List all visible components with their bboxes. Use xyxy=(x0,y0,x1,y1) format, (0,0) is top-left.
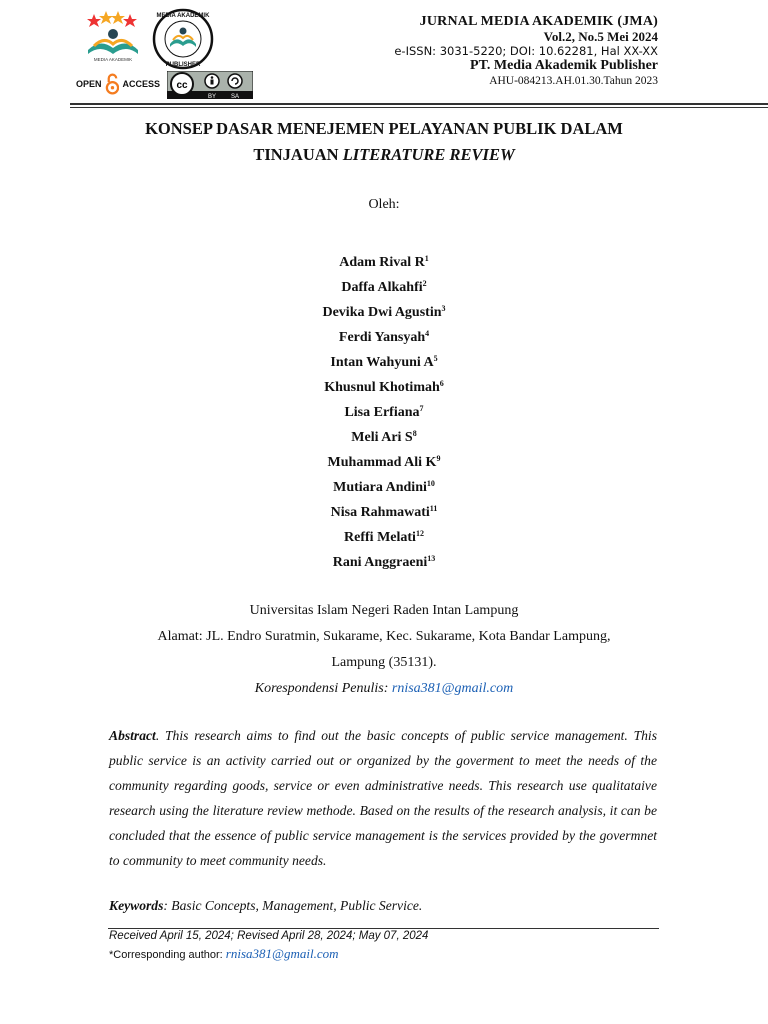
author-name: Muhammad Ali $K^9$ xyxy=(327,454,441,470)
keywords-text: : Basic Concepts, Management, Public Service. xyxy=(163,898,423,913)
header-rule xyxy=(70,103,768,105)
author-affiliation-mark: 1 xyxy=(424,254,429,263)
oleh-label: Oleh: xyxy=(368,197,400,212)
author-name: Khusnul Khotimah$^6$ xyxy=(324,379,444,395)
open-access-lock-icon xyxy=(105,73,120,95)
journal-publisher: PT. Media Akademik Publisher xyxy=(470,58,658,74)
author-name: Devika Dwi Agustin$^3$ xyxy=(322,304,446,320)
svg-text:PUBLISHER: PUBLISHER xyxy=(165,62,201,68)
author-name: Lisa Erfiana$^7$ xyxy=(344,404,424,420)
svg-text:MEDIA AKADEMIK: MEDIA AKADEMIK xyxy=(93,57,133,62)
paper-title xyxy=(0,116,768,168)
open-access-open-label: OPEN xyxy=(76,79,102,89)
author-name: Rani Anggraeni$^{13}$ xyxy=(332,554,436,570)
author-affiliation-mark: 9 xyxy=(436,454,441,463)
svg-text:cc: cc xyxy=(176,80,188,91)
corresponding-author-label: *Corresponding author: xyxy=(109,949,226,961)
author-affiliation-mark: 10 xyxy=(426,479,435,488)
address-line1: Alamat: JL. Endro Suratmin, Sukarame, Kec. Sukarame, Kota Bandar Lampung, xyxy=(157,629,611,644)
author-name: Mutiara Andini$^{10}$ xyxy=(333,479,435,495)
journal-volume: Vol.2, No.5 Mei 2024 xyxy=(543,29,658,45)
cc-license-icon xyxy=(167,71,253,99)
paper-title-line2: TINJAUAN LITERATURE REVIEW xyxy=(253,145,515,164)
author-name: Adam Rival $R^1$ xyxy=(339,254,429,270)
author-affiliation-mark: 2 xyxy=(422,279,427,288)
open-access-badge xyxy=(76,72,160,96)
author-name: Intan Wahyuni $A^5$ xyxy=(330,354,438,370)
author-name: Reffi Melati$^{12}$ xyxy=(344,529,424,545)
journal-name: JURNAL MEDIA AKADEMIK (JMA) xyxy=(419,14,658,29)
author-name: Ferdi Yansyah$^4$ xyxy=(338,329,430,345)
author-affiliation-mark: 6 xyxy=(439,379,444,388)
abstract-label: Abstract xyxy=(109,728,156,743)
author-list xyxy=(0,246,768,571)
author-name: Nisa Rahmawati$^{11}$ xyxy=(330,504,438,520)
author-affiliation-mark: 3 xyxy=(441,304,446,313)
author-name: Meli Ari $S^8$ xyxy=(351,429,417,445)
author-affiliation-mark: 7 xyxy=(419,404,424,413)
svg-text:SA: SA xyxy=(230,94,240,99)
author-name: Daffa Alkahfi$^2$ xyxy=(341,279,427,295)
affiliation xyxy=(0,598,768,702)
svg-text:BY: BY xyxy=(207,94,217,99)
journal-ahu: AHU-084213.AH.01.30.Tahun 2023 xyxy=(489,75,658,88)
keywords-label: Keywords xyxy=(109,898,164,913)
corresponding-author xyxy=(109,946,339,962)
author-affiliation-mark: 4 xyxy=(425,329,430,338)
received-dates: Received April 15, 2024; Revised April 28, 2024; May 07, 2024 xyxy=(109,930,429,942)
open-access-access-label: ACCESS xyxy=(122,79,160,89)
author-affiliation-mark: 12 xyxy=(415,529,424,538)
correspondence-email-link[interactable]: rnisa381@gmail.com xyxy=(391,681,514,696)
author-affiliation-mark: 11 xyxy=(429,504,438,513)
corresponding-author-email-link[interactable]: rnisa381@gmail.com xyxy=(225,946,339,961)
keywords xyxy=(109,898,422,914)
university-name: Universitas Islam Negeri Raden Intan Lampung xyxy=(249,603,519,618)
journal-issn-doi: e-ISSN: 3031-5220; DOI: 10.62281, Hal XX-XX xyxy=(394,44,658,59)
header-rule-thin xyxy=(70,107,768,108)
correspondence-label: Korespondensi Penulis: xyxy=(254,681,392,696)
author-affiliation-mark: 5 xyxy=(433,354,438,363)
correspondence xyxy=(0,676,768,702)
paper-title-line1: KONSEP DASAR MENEJEMEN PELAYANAN PUBLIK DALAM xyxy=(145,119,623,138)
author-affiliation-mark: 8 xyxy=(412,429,417,438)
publisher-seal-icon xyxy=(152,8,214,70)
journal-logo-icon xyxy=(80,10,146,62)
abstract xyxy=(109,723,657,873)
paper-title-italic: LITERATURE REVIEW xyxy=(342,145,515,164)
svg-text:MEDIA AKADEMIK: MEDIA AKADEMIK xyxy=(156,13,210,19)
author-affiliation-mark: 13 xyxy=(427,554,436,563)
address-line2: Lampung (35131). xyxy=(331,655,437,670)
footer-rule xyxy=(108,928,659,929)
journal-header xyxy=(394,14,658,89)
abstract-text: . This research aims to find out the basic concepts of public service management. This public service is an activity carried out or organized by the goverment to meet the needs of the community regarding goods, service or even administrative needs. This research use qualitataive research using the literature review methode. Based on the results of the research analysis, it can be concluded that the essence of public service management is the services provided by the govermnet to community to meet community needs. xyxy=(109,728,657,868)
